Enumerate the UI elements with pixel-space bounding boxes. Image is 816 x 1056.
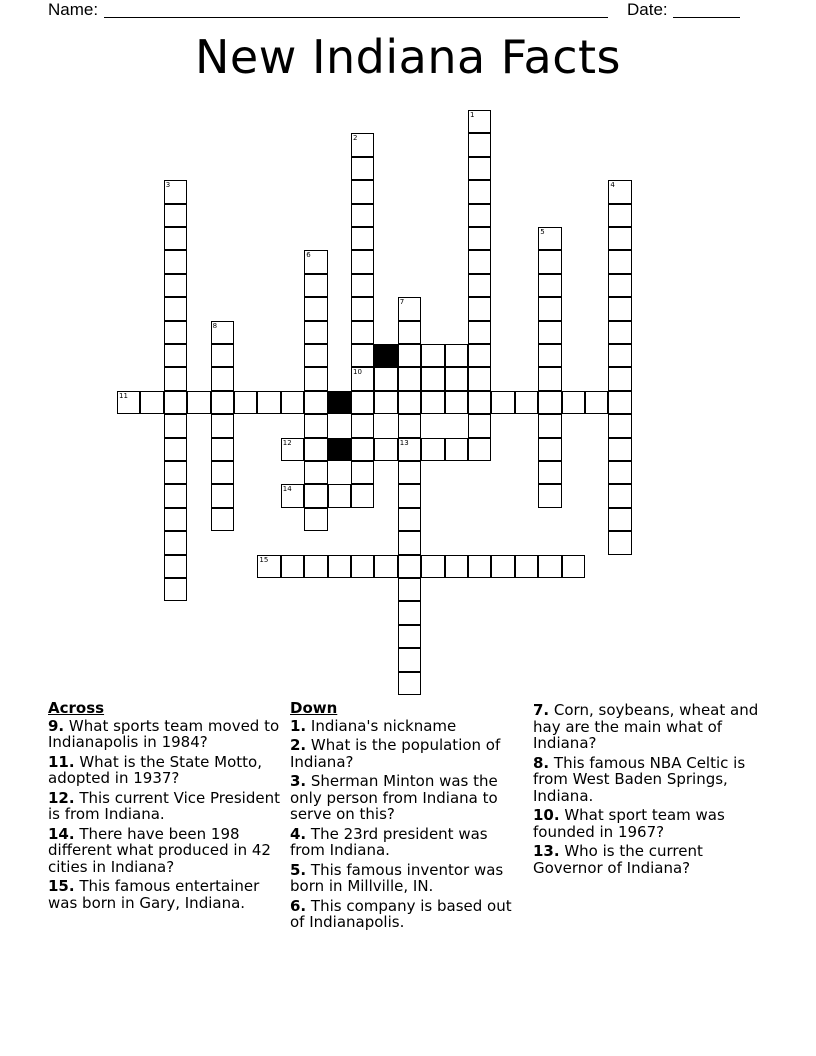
grid-cell[interactable]	[538, 414, 561, 437]
grid-cell[interactable]	[398, 367, 421, 390]
clue-label: 1.	[290, 716, 307, 735]
grid-cell[interactable]	[187, 391, 210, 414]
grid-cell[interactable]	[304, 367, 327, 390]
grid-cell[interactable]	[398, 297, 421, 320]
grid-cell[interactable]	[468, 250, 491, 273]
clue-text: What sports team moved to Indianapolis in 1984?	[48, 716, 280, 751]
grid-cell[interactable]	[421, 391, 444, 414]
grid-cell[interactable]	[351, 157, 374, 180]
clue-number: 11	[119, 391, 128, 400]
grid-cell[interactable]	[211, 508, 234, 531]
clue	[533, 843, 769, 876]
grid-cell[interactable]	[351, 180, 374, 203]
grid-cell[interactable]	[515, 391, 538, 414]
grid-cell[interactable]	[445, 344, 468, 367]
grid-cell[interactable]	[328, 555, 351, 578]
grid-cell[interactable]	[304, 555, 327, 578]
grid-cell[interactable]	[211, 321, 234, 344]
grid-cell[interactable]	[211, 344, 234, 367]
grid-cell[interactable]	[608, 344, 631, 367]
grid-cell[interactable]	[351, 344, 374, 367]
clue-text: This current Vice President is from Indiana.	[48, 788, 280, 823]
blocked-cell	[328, 438, 351, 461]
grid-cell[interactable]	[164, 180, 187, 203]
clue-text: Indiana's nickname	[306, 716, 457, 735]
grid-cell[interactable]	[398, 484, 421, 507]
clue-label: 11.	[48, 752, 75, 771]
grid-cell[interactable]	[211, 367, 234, 390]
grid-cell[interactable]	[398, 391, 421, 414]
grid-cell[interactable]	[538, 438, 561, 461]
grid-cell[interactable]	[164, 227, 187, 250]
grid-cell[interactable]	[468, 204, 491, 227]
clue-text: What is the population of Indiana?	[290, 736, 501, 771]
grid-cell[interactable]	[117, 391, 140, 414]
clue-label: 14.	[48, 824, 75, 843]
grid-cell[interactable]	[608, 204, 631, 227]
grid-cell[interactable]	[491, 555, 514, 578]
grid-cell[interactable]	[281, 484, 304, 507]
clue-label: 10.	[533, 806, 560, 824]
grid-cell[interactable]	[538, 321, 561, 344]
grid-cell[interactable]	[608, 180, 631, 203]
grid-cell[interactable]	[304, 484, 327, 507]
grid-cell[interactable]	[468, 227, 491, 250]
clue-text: Sherman Minton was the only person from Indiana to serve on this?	[290, 772, 498, 823]
grid-cell[interactable]	[351, 274, 374, 297]
grid-cell[interactable]	[468, 555, 491, 578]
across-clues	[48, 700, 284, 914]
grid-cell[interactable]	[468, 367, 491, 390]
grid-cell[interactable]	[398, 414, 421, 437]
grid-cell[interactable]	[164, 578, 187, 601]
grid-cell[interactable]	[398, 625, 421, 648]
grid-cell[interactable]	[164, 461, 187, 484]
grid-cell[interactable]	[468, 414, 491, 437]
grid-cell[interactable]	[351, 461, 374, 484]
grid-cell[interactable]	[608, 461, 631, 484]
grid-cell[interactable]	[398, 578, 421, 601]
grid-cell[interactable]	[234, 391, 257, 414]
name-label: Name:	[48, 0, 99, 19]
clue-label: 9.	[48, 716, 65, 735]
grid-cell[interactable]	[538, 297, 561, 320]
grid-cell[interactable]	[374, 555, 397, 578]
grid-cell[interactable]	[351, 438, 374, 461]
grid-cell[interactable]	[445, 438, 468, 461]
clue-text: What is the State Motto, adopted in 1937?	[48, 752, 262, 787]
clue-number: 4	[610, 181, 615, 190]
grid-cell[interactable]	[445, 391, 468, 414]
grid-cell[interactable]	[281, 391, 304, 414]
clue-number: 8	[212, 321, 218, 330]
grid-cell[interactable]	[468, 274, 491, 297]
grid-cell[interactable]	[304, 250, 327, 273]
grid-cell[interactable]	[468, 133, 491, 156]
grid-cell[interactable]	[281, 438, 304, 461]
grid-cell[interactable]	[351, 250, 374, 273]
grid-cell[interactable]	[538, 367, 561, 390]
clue-label: 15.	[48, 877, 75, 895]
grid-cell[interactable]	[304, 414, 327, 437]
clue-number: 5	[540, 228, 545, 236]
grid-cell[interactable]	[468, 180, 491, 203]
grid-cell[interactable]	[538, 555, 561, 578]
grid-cell[interactable]	[351, 204, 374, 227]
clue-number: 13	[399, 438, 409, 447]
grid-cell[interactable]	[164, 344, 187, 367]
grid-cell[interactable]	[608, 367, 631, 390]
grid-cell[interactable]	[304, 321, 327, 344]
page-title: New Indiana Facts	[194, 30, 622, 84]
clue-number: 12	[282, 438, 292, 447]
clue	[48, 718, 284, 751]
grid-cell[interactable]	[164, 531, 187, 554]
clue-number: 1	[470, 111, 475, 119]
clue-label: 5.	[290, 860, 307, 879]
grid-cell[interactable]	[608, 227, 631, 250]
clue-number: 7	[399, 298, 405, 307]
grid-cell[interactable]	[398, 672, 421, 695]
across-heading: Across	[48, 699, 105, 717]
grid-cell[interactable]	[538, 250, 561, 273]
grid-cell[interactable]	[398, 531, 421, 554]
grid-cell[interactable]	[351, 367, 374, 390]
grid-cell[interactable]	[304, 274, 327, 297]
clue	[290, 737, 526, 770]
grid-cell[interactable]	[468, 157, 491, 180]
grid-cell[interactable]	[351, 321, 374, 344]
grid-cell[interactable]	[608, 484, 631, 507]
clue	[290, 718, 526, 735]
grid-cell[interactable]	[164, 414, 187, 437]
grid-cell[interactable]	[398, 461, 421, 484]
grid-cell[interactable]	[257, 555, 280, 578]
grid-cell[interactable]	[608, 321, 631, 344]
grid-cell[interactable]	[164, 555, 187, 578]
grid-cell[interactable]	[164, 484, 187, 507]
grid-cell[interactable]	[398, 555, 421, 578]
clue-label: 4.	[290, 824, 307, 843]
grid-cell[interactable]	[164, 274, 187, 297]
clue-number: 10	[353, 368, 362, 377]
down-heading: Down	[290, 699, 338, 717]
grid-cell[interactable]	[421, 438, 444, 461]
clue-text: This famous entertainer was born in Gary, Indiana.	[48, 877, 260, 912]
grid-cell[interactable]	[608, 274, 631, 297]
grid-cell[interactable]	[304, 344, 327, 367]
grid-cell[interactable]	[398, 321, 421, 344]
clue-label: 12.	[48, 788, 75, 807]
grid-cell[interactable]	[164, 508, 187, 531]
clue	[290, 862, 526, 895]
grid-cell[interactable]	[608, 250, 631, 273]
grid-cell[interactable]	[304, 438, 327, 461]
grid-cell[interactable]	[468, 321, 491, 344]
grid-cell[interactable]	[281, 555, 304, 578]
grid-cell[interactable]	[351, 414, 374, 437]
grid-cell[interactable]	[211, 461, 234, 484]
grid-cell[interactable]	[562, 555, 585, 578]
grid-cell[interactable]	[398, 344, 421, 367]
grid-cell[interactable]	[164, 204, 187, 227]
clue-label: 8.	[533, 753, 550, 772]
grid-cell[interactable]	[398, 438, 421, 461]
grid-cell[interactable]	[211, 438, 234, 461]
clue-number: 3	[165, 181, 171, 190]
grid-cell[interactable]	[468, 438, 491, 461]
grid-cell[interactable]	[538, 484, 561, 507]
grid-cell[interactable]	[445, 367, 468, 390]
down-clues	[290, 700, 526, 934]
grid-cell[interactable]	[351, 227, 374, 250]
grid-cell[interactable]	[538, 461, 561, 484]
blocked-cell	[374, 344, 397, 367]
grid-cell[interactable]	[328, 484, 351, 507]
grid-cell[interactable]	[421, 367, 444, 390]
grid-cell[interactable]	[304, 391, 327, 414]
grid-cell[interactable]	[351, 297, 374, 320]
grid-cell[interactable]	[374, 438, 397, 461]
grid-cell[interactable]	[211, 414, 234, 437]
grid-cell[interactable]	[468, 391, 491, 414]
grid-cell[interactable]	[608, 438, 631, 461]
grid-cell[interactable]	[538, 227, 561, 250]
grid-cell[interactable]	[538, 274, 561, 297]
clue-number: 9	[376, 345, 381, 353]
grid-cell[interactable]	[374, 391, 397, 414]
grid-cell[interactable]	[608, 414, 631, 437]
grid-cell[interactable]	[421, 555, 444, 578]
grid-cell[interactable]	[211, 391, 234, 414]
clue-label: 3.	[290, 772, 307, 790]
clue-text: This company is based out of Indianapolis.	[290, 896, 512, 931]
grid-cell[interactable]	[538, 391, 561, 414]
grid-cell[interactable]	[608, 508, 631, 531]
clue-label: 6.	[290, 896, 307, 915]
clue	[533, 755, 769, 805]
clue-text: The 23rd president was from Indiana.	[290, 824, 488, 859]
clue-label: 2.	[290, 736, 307, 754]
grid-cell[interactable]	[351, 484, 374, 507]
grid-cell[interactable]	[468, 344, 491, 367]
clue	[48, 790, 284, 823]
grid-cell[interactable]	[421, 344, 444, 367]
clue-number: 6	[306, 251, 311, 260]
grid-cell[interactable]	[398, 508, 421, 531]
clue-text: Who is the current Governor of Indiana?	[533, 842, 703, 877]
clue-text: There have been 198 different what produced in 42 cities in Indiana?	[48, 824, 271, 876]
grid-cell[interactable]	[491, 391, 514, 414]
grid-cell[interactable]	[585, 391, 608, 414]
grid-cell[interactable]	[164, 367, 187, 390]
grid-cell[interactable]	[211, 484, 234, 507]
grid-cell[interactable]	[351, 391, 374, 414]
clue-number: 15	[259, 555, 269, 564]
grid-cell[interactable]	[351, 555, 374, 578]
grid-cell[interactable]	[562, 391, 585, 414]
grid-cell[interactable]	[304, 508, 327, 531]
grid-cell[interactable]	[398, 601, 421, 624]
grid-cell[interactable]	[304, 297, 327, 320]
clue-text: This famous NBA Celtic is from West Baden Springs, Indiana.	[533, 753, 746, 805]
clue	[290, 773, 526, 823]
clue-number: 2	[353, 134, 358, 143]
clue-text: This famous inventor was born in Millville, IN.	[290, 860, 504, 895]
grid-cell[interactable]	[608, 531, 631, 554]
grid-cell[interactable]	[538, 344, 561, 367]
grid-cell[interactable]	[398, 648, 421, 671]
clue-text: What sport team was founded in 1967?	[533, 806, 725, 841]
clue	[290, 898, 526, 931]
clue	[533, 807, 769, 840]
grid-cell[interactable]	[608, 391, 631, 414]
clue	[48, 878, 284, 911]
grid-cell[interactable]	[164, 438, 187, 461]
grid-cell[interactable]	[445, 555, 468, 578]
clue-label: 7.	[533, 701, 550, 719]
clue	[48, 754, 284, 787]
grid-cell[interactable]	[515, 555, 538, 578]
clue-number: 14	[282, 485, 292, 494]
date-label: Date:	[627, 0, 668, 19]
grid-cell[interactable]	[304, 461, 327, 484]
grid-cell[interactable]	[468, 110, 491, 133]
grid-cell[interactable]	[164, 391, 187, 414]
grid-cell[interactable]	[468, 297, 491, 320]
clue-text: Corn, soybeans, wheat and hay are the main what of Indiana?	[533, 701, 759, 752]
blocked-cell	[328, 391, 351, 414]
grid-cell[interactable]	[257, 391, 280, 414]
grid-cell[interactable]	[374, 367, 397, 390]
down-clues-continued	[533, 702, 769, 879]
clue	[533, 702, 769, 752]
grid-cell[interactable]	[140, 391, 163, 414]
grid-cell[interactable]	[608, 297, 631, 320]
grid-cell[interactable]	[164, 321, 187, 344]
clue-label: 13.	[533, 842, 560, 860]
grid-cell[interactable]	[164, 297, 187, 320]
grid-cell[interactable]	[351, 133, 374, 156]
clue	[48, 826, 284, 876]
grid-cell[interactable]	[164, 250, 187, 273]
clue	[290, 826, 526, 859]
